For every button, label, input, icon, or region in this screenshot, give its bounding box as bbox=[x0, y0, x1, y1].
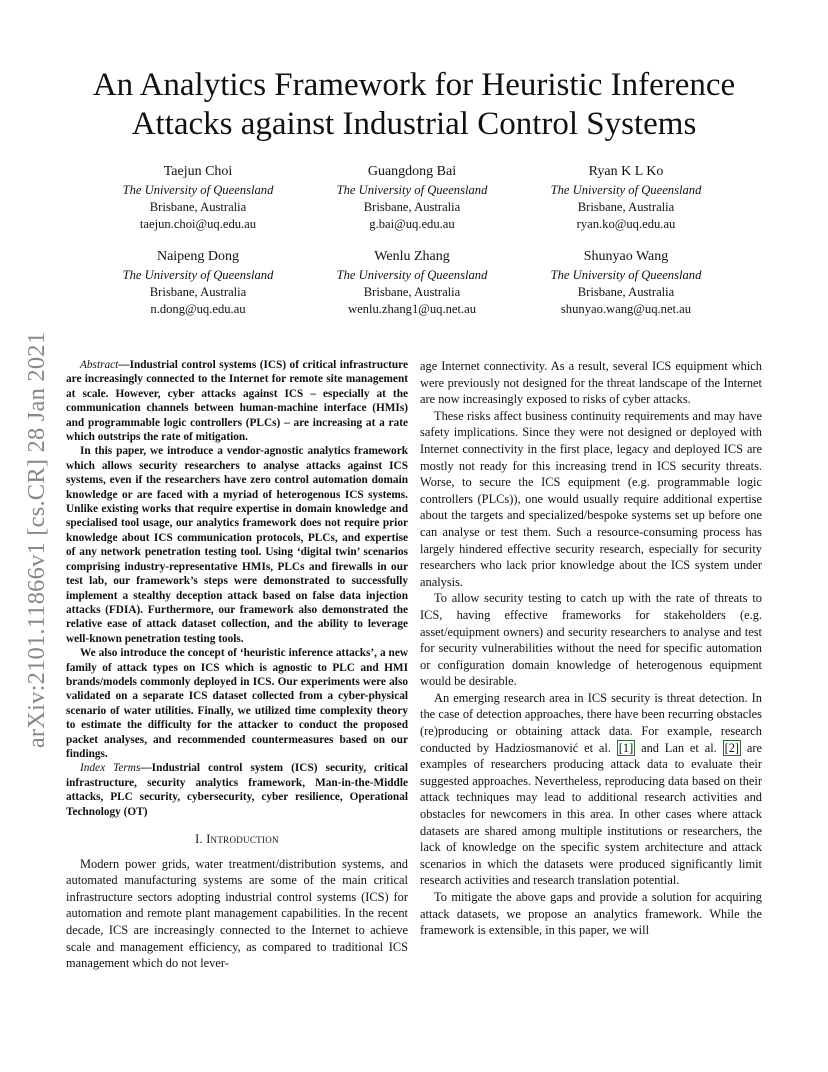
author-email: shunyao.wang@uq.net.au bbox=[560, 302, 692, 316]
author-affiliation: The University of Queensland bbox=[122, 183, 274, 197]
right-column bbox=[420, 358, 762, 939]
author-name: Taejun Choi bbox=[163, 164, 233, 179]
author-name: Shunyao Wang bbox=[583, 249, 669, 264]
author-email: n.dong@uq.edu.au bbox=[150, 302, 246, 316]
citation-link[interactable]: [1] bbox=[618, 740, 634, 755]
author-location: Brisbane, Australia bbox=[149, 285, 247, 299]
index-terms: Index Terms—Industrial control system (ICS) security, critical infrastructure, security analytics framework, Man-in-the-Middle attacks, PLC security, cybersecurity, cyber resilience, Operational Technology (OT) bbox=[66, 762, 408, 818]
author-email: wenlu.zhang1@uq.net.au bbox=[347, 302, 477, 316]
body-paragraph: Modern power grids, water treatment/distribution systems, and automated manufacturing systems are some of the main critical infrastructure sectors adopting industrial control systems (ICS) for automation and remote plant management capabilities. In the recent decade, ICS are increasingly connected to the Internet to achieve scale and management efficiency, as compared to traditional ICS management which do not lever- bbox=[66, 856, 408, 971]
author-block bbox=[516, 163, 736, 233]
author-location: Brisbane, Australia bbox=[149, 200, 247, 214]
citation-link[interactable]: [2] bbox=[724, 740, 740, 755]
body-paragraph: age Internet connectivity. As a result, several ICS equipment which were previously not designed for the threat landscape of the Internet are now increasingly exposed to risks of cyber attacks. bbox=[420, 359, 762, 407]
body-paragraph: To allow security testing to catch up with the rate of threats to ICS, having effective frameworks for stakeholders (e.g. asset/equipment owners) and security researchers to analyse and test for security vulnerabilities without the need for specific automation or configuration domain knowledge of heterogenous equipment would be desirable. bbox=[420, 591, 762, 689]
author-affiliation: The University of Queensland bbox=[122, 268, 274, 282]
abstract-paragraph: Abstract—Industrial control systems (ICS) of critical infrastructure are increasingly connected to the Internet for remote site management at scale. However, cyber attacks against ICS – especially at the communication channels between human-machine interface (HMIs) and programmable logic controllers (PLCs) – are increasing at a rate which outstrips the rate of mitigation. bbox=[66, 359, 408, 444]
author-affiliation: The University of Queensland bbox=[550, 268, 702, 282]
title-line-2: Attacks against Industrial Control Systems bbox=[131, 106, 697, 142]
author-block bbox=[302, 248, 522, 318]
author-name: Naipeng Dong bbox=[156, 249, 240, 264]
abstract-paragraph: In this paper, we introduce a vendor-agnostic analytics framework which allows security researchers to analyse attacks against ICS systems, even if the researchers have zero control automation domain knowledge or are faced with a myriad of heterogenous ICS systems. Unlike existing works that require expertise in domain knowledge and specialised tool usage, our analytics framework does not require prior knowledge about ICS communication protocols, PLCs, and expertise of any network penetration testing tool. Using ‘digital twin’ scenarios comprising industry-representative HMIs, PLCs and firewalls in our test lab, our framework’s steps were demonstrated to successfully implement a stealthy deception attack based on false data injection attacks (FDIA). Furthermore, our framework also demonstrated the relative ease of attack dataset collection, and the ability to leverage well-known penetration testing tools. bbox=[66, 445, 408, 645]
author-affiliation: The University of Queensland bbox=[550, 183, 702, 197]
author-block bbox=[88, 248, 308, 318]
author-location: Brisbane, Australia bbox=[363, 200, 461, 214]
author-email: taejun.choi@uq.edu.au bbox=[139, 217, 257, 231]
author-block bbox=[88, 163, 308, 233]
author-affiliation: The University of Queensland bbox=[336, 183, 488, 197]
author-name: Guangdong Bai bbox=[367, 164, 457, 179]
arxiv-sidebar bbox=[22, 290, 52, 790]
author-name: Wenlu Zhang bbox=[374, 249, 450, 264]
section-heading: I. Introduction bbox=[195, 832, 279, 846]
author-affiliation: The University of Queensland bbox=[336, 268, 488, 282]
arxiv-identifier: arXiv:2101.11866v1 [cs.CR] 28 Jan 2021 bbox=[23, 331, 50, 749]
author-location: Brisbane, Australia bbox=[577, 285, 675, 299]
paper-title bbox=[60, 66, 768, 144]
abstract-label: Abstract bbox=[80, 359, 119, 371]
body-paragraph: These risks affect business continuity requirements and may have safety implications. Since they were not designed or deployed with Internet connectivity in the first place, legacy and deployed ICS are mostly not ready for this increasing trend in ICS security threats. Worse, to secure the ICS equipment (e.g. programmable logic controllers (PLCs)), one would usually require additional expertise about the targets and specialized/bespoke systems set up before one can analyse or test them. Such a resource-consuming process has largely hindered effective security research, especially for security researchers who lack prior knowledge about the ICS system under analysis. bbox=[420, 408, 762, 589]
author-location: Brisbane, Australia bbox=[363, 285, 461, 299]
abstract bbox=[66, 358, 408, 819]
author-email: ryan.ko@uq.edu.au bbox=[576, 217, 676, 231]
abstract-paragraph: We also introduce the concept of ‘heuristic inference attacks’, a new family of attack types on ICS which is agnostic to PLC and HMI brands/models commonly deployed in ICS. Our experiments were also validated on a separate ICS dataset collected from a cyber-physical scenario of water utilities. Finally, we utilized time complexity theory to estimate the difficulty for the attacker to conduct the proposed packet analyses, and recommended countermeasures based on our findings. bbox=[66, 647, 408, 760]
author-location: Brisbane, Australia bbox=[577, 200, 675, 214]
left-column bbox=[66, 358, 408, 972]
body-paragraph: An emerging research area in ICS security is threat detection. In the case of detection approaches, there have been recurring obstacles (re)producing or obtaining attack data. For example, research conducted by Hadziosmanović et al. [1] and Lan et al. [2] are examples of researchers producing attack data to evaluate their suggested approaches. Nevertheless, reproducing data based on their attack techniques may lead to additional research activities and obstacles for newcomers in this area. In other cases where attack datasets are shared among multiple institutions or researchers, the lack of knowledge on the specific system architecture and attack scenarios in which the datasets were produced significantly limit research activities and research translation potential. bbox=[420, 690, 763, 888]
title-line-1: An Analytics Framework for Heuristic Inference bbox=[92, 67, 736, 103]
author-block bbox=[302, 163, 522, 233]
author-name: Ryan K L Ko bbox=[588, 164, 664, 179]
author-email: g.bai@uq.edu.au bbox=[369, 217, 455, 231]
author-block bbox=[516, 248, 736, 318]
body-paragraph: To mitigate the above gaps and provide a solution for acquiring attack datasets, we propose an analytics framework. While the framework is extensible, in this paper, we will bbox=[420, 890, 762, 938]
index-terms-label: Index Terms bbox=[80, 762, 141, 775]
